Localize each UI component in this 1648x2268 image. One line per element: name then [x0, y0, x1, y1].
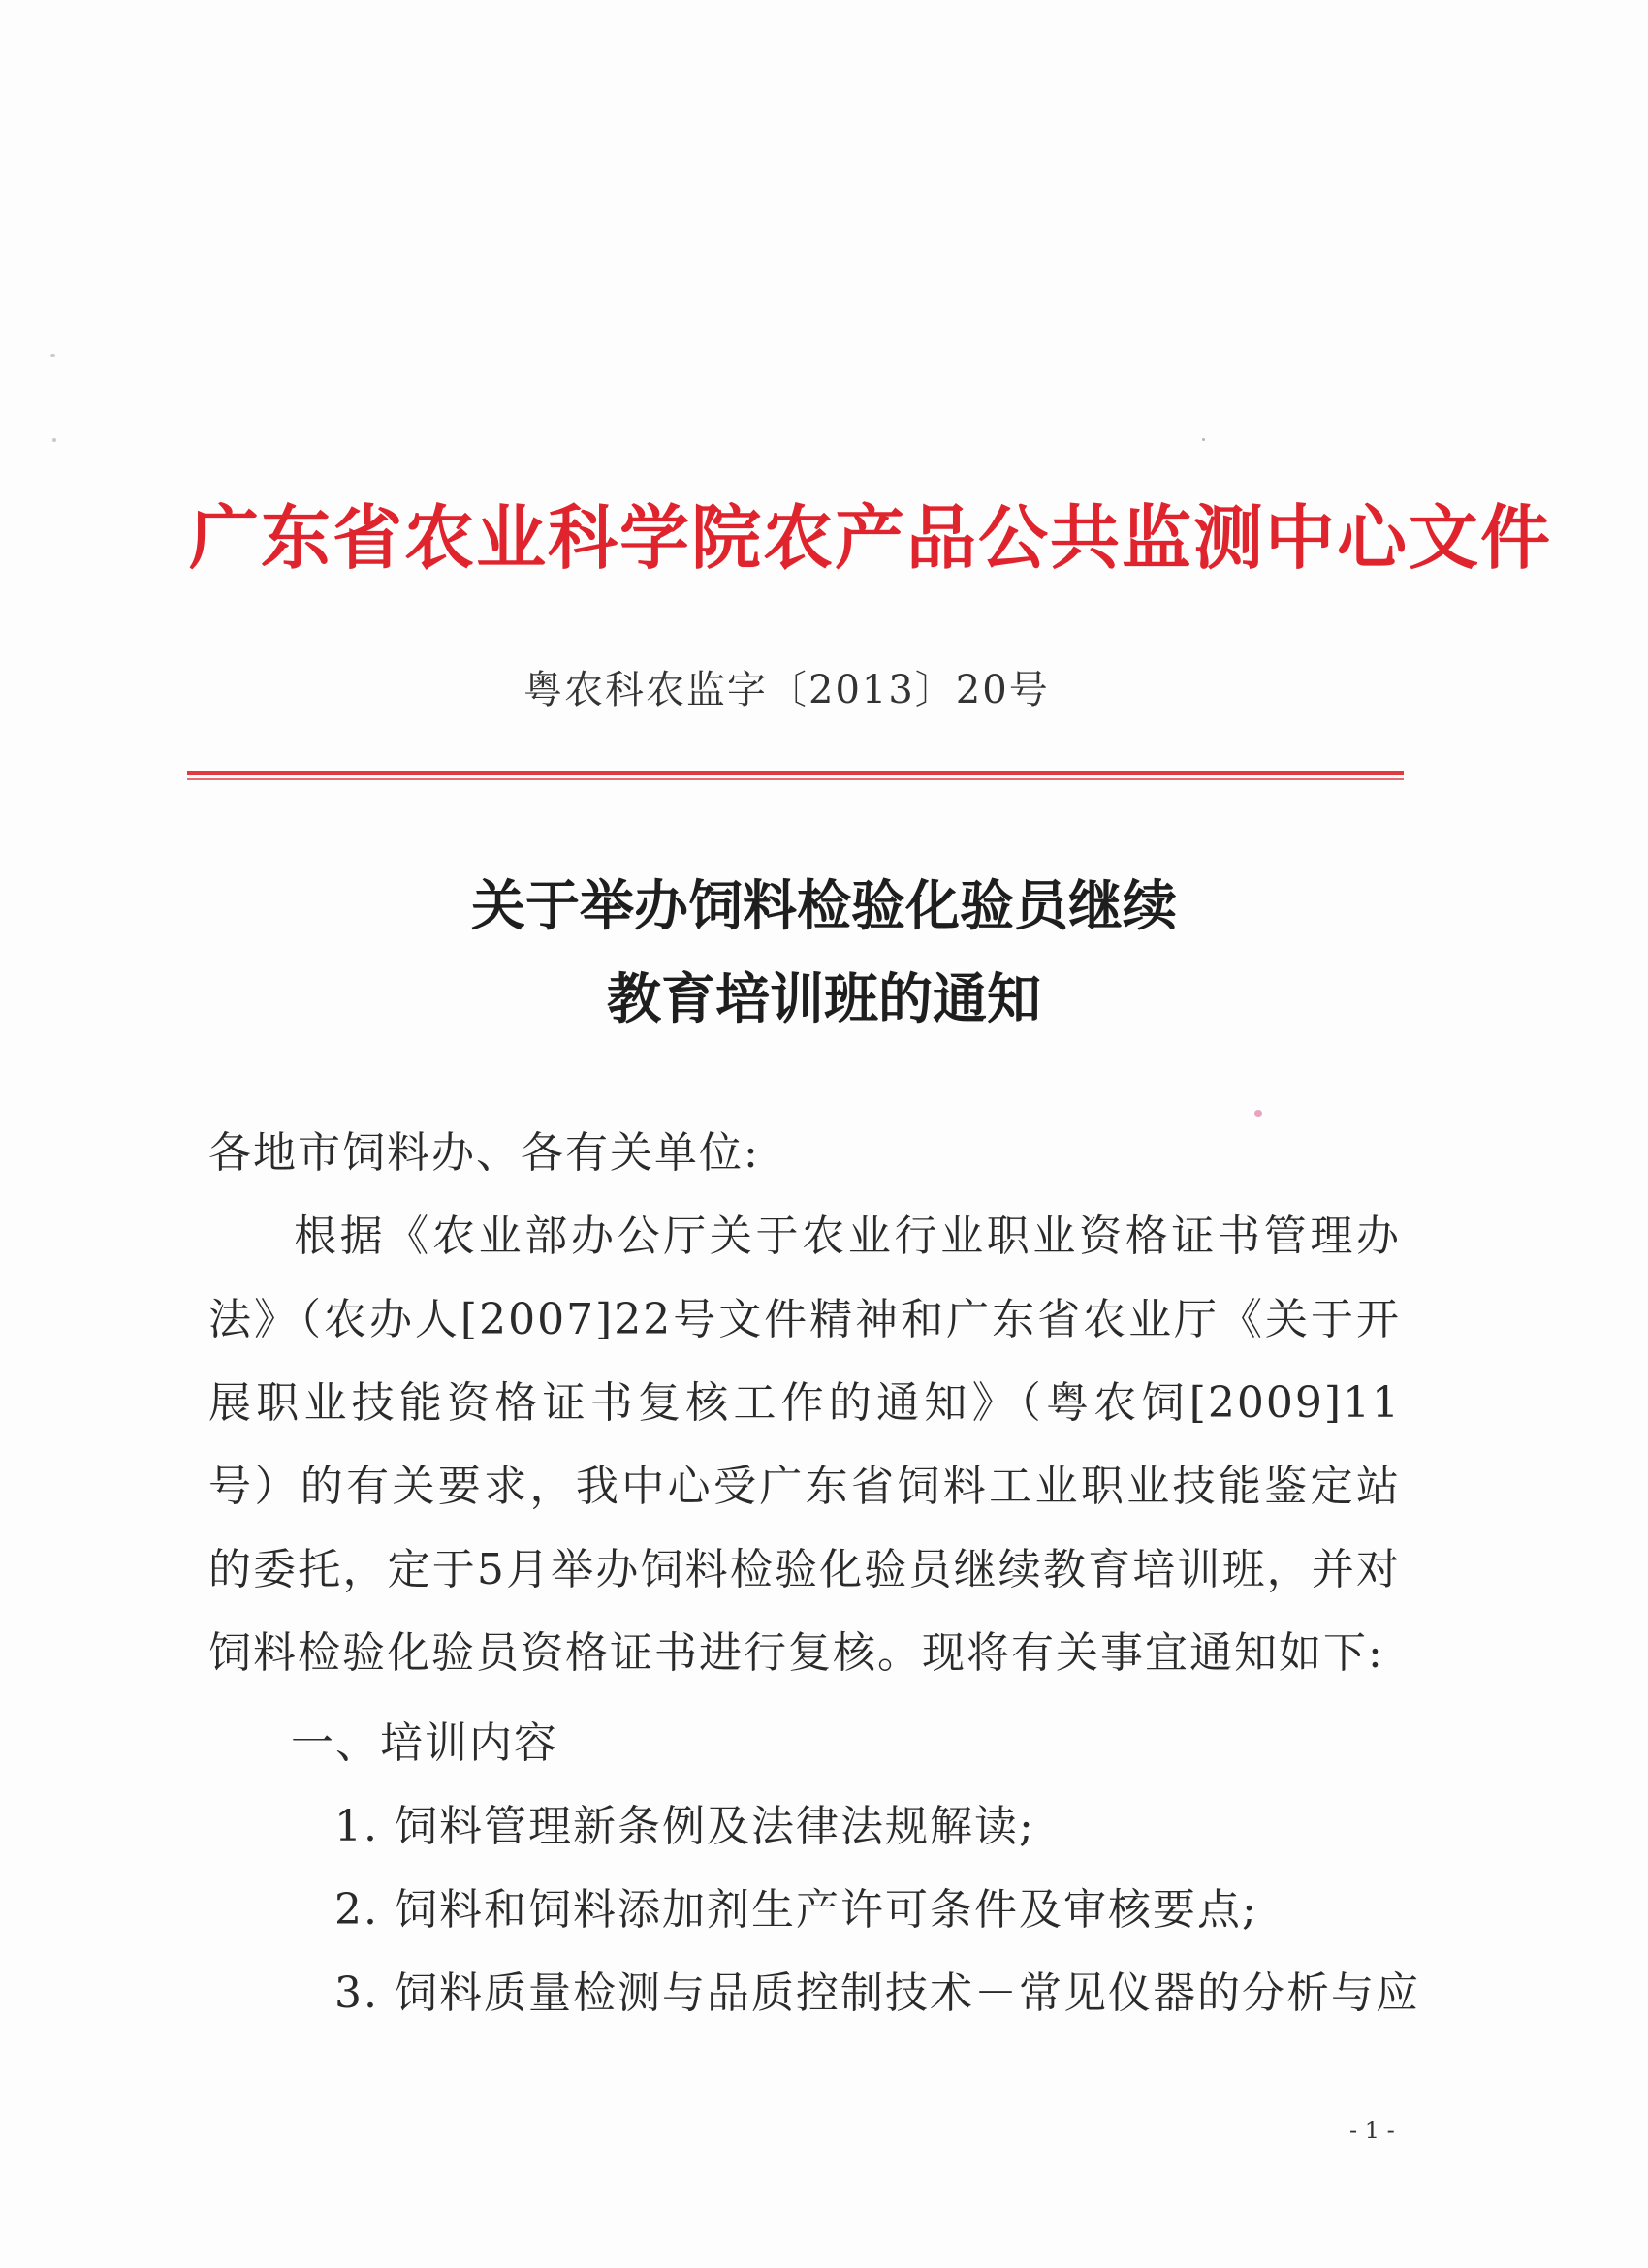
list-item: 3. 饲料质量检测与品质控制技术－常见仪器的分析与应: [334, 1969, 1420, 2018]
notice-title: [368, 861, 1280, 1047]
notice-title-line-1: 关于举办饲料检验化验员继续: [471, 875, 1177, 938]
header-divider: [187, 771, 1404, 775]
header-divider-thin: [187, 778, 1404, 780]
scan-speck: [52, 438, 56, 442]
salutation: 各地市饲料办、各有关单位:: [208, 1128, 760, 1178]
notice-title-line-2: 教育培训班的通知: [607, 968, 1041, 1031]
page-number: - 1 -: [1349, 2117, 1395, 2144]
document-number: 粤农科农监字〔2013〕20号: [523, 668, 1050, 712]
scan-speck: [1202, 438, 1205, 441]
scan-speck: [1254, 1110, 1262, 1117]
list-item: 1. 饲料管理新条例及法律法规解读;: [334, 1802, 1035, 1851]
issuer-title: 广东省农业科学院农产品公共监测中心文件: [189, 496, 1553, 579]
list-item: 2. 饲料和饲料添加剂生产许可条件及审核要点;: [334, 1885, 1258, 1935]
section-heading: 一、培训内容: [291, 1718, 558, 1768]
scan-speck: [50, 354, 55, 357]
body-paragraph: 根据《农业部办公厅关于农业行业职业资格证书管理办法》（农办人[2007]22号文件精神和广东省农业厅《关于开展职业技能资格证书复核工作的通知》（粤农饲[2009]11号）的有关要求，我中心受广东省饲料工业职业技能鉴定站的委托，定于5月举办饲料检验化验员继续教育培训班，并对饲料检验化验员资格证书进行复核。现将有关事宜通知如下:: [208, 1212, 1401, 1678]
